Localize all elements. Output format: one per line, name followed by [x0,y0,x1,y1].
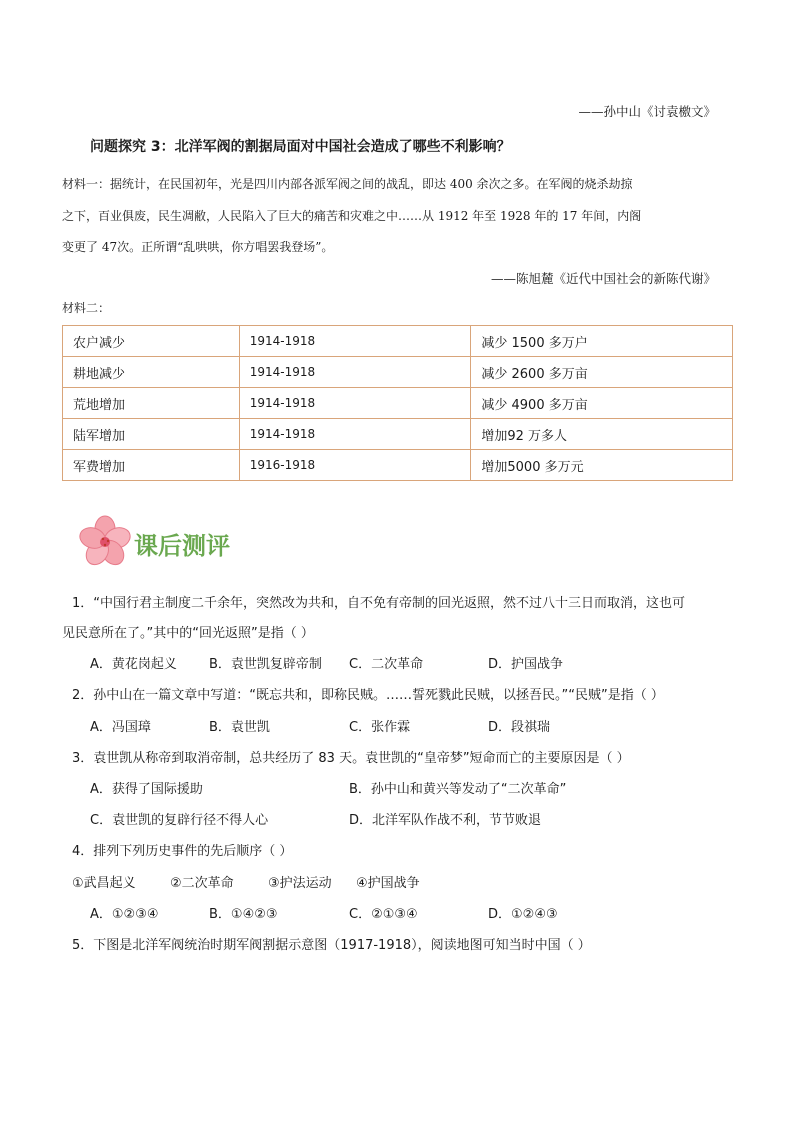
q4-option-a[interactable]: A．①②③④ [90,907,159,922]
table-row [63,450,733,481]
table-cell: 1914-1918 [239,419,471,450]
table-cell: 1916-1918 [239,450,471,481]
attribution-top: ——孙中山《讨袁檄文》 [578,104,716,119]
q4-event-4: ④护国战争 [356,876,420,891]
table-cell: 1914-1918 [239,357,471,388]
table-cell: 荒地增加 [63,388,240,419]
stats-table [62,325,733,481]
q4-event-1: ①武昌起义 [72,876,136,891]
q4-line1: 4．排列下列历史事件的先后顺序（ ） [72,844,293,859]
table-cell: 军费增加 [63,450,240,481]
table-cell: 减少 1500 多万户 [471,326,733,357]
q2-option-d[interactable]: D．段祺瑞 [488,720,551,735]
q2-option-b[interactable]: B．袁世凯 [209,720,270,735]
table-row [63,357,733,388]
question3-title: 问题探究 3：北洋军阀的割据局面对中国社会造成了哪些不利影响？ [90,139,511,155]
q1-option-d[interactable]: D．护国战争 [488,657,564,672]
table-cell: 1914-1918 [239,326,471,357]
table-cell: 耕地减少 [63,357,240,388]
material1-line1: 材料一：据统计，在民国初年，光是四川内部各派军阀之间的战乱，即达 400 余次之多。在军阀的烧杀劫掠 [62,177,633,191]
table-row [63,388,733,419]
table-row [63,419,733,450]
q1-option-a[interactable]: A．黄花岗起义 [90,657,177,672]
q3-option-b[interactable]: B．孙中山和黄兴等发动了“二次革命” [349,782,567,797]
table-cell: 减少 2600 多万亩 [471,357,733,388]
material2-label: 材料二： [62,301,111,315]
material1-source: ——陈旭麓《近代中国社会的新陈代谢》 [490,271,716,286]
table-row [63,326,733,357]
table-cell: 1914-1918 [239,388,471,419]
q4-event-3: ③护法运动 [268,876,332,891]
table-cell: 陆军增加 [63,419,240,450]
q4-event-2: ②二次革命 [170,876,234,891]
table-cell: 增加5000 多万元 [471,450,733,481]
material1-line2: 之下，百业俱废，民生凋敝，人民陷入了巨大的痛苦和灾难之中……从 1912 年至 1928 年的 17 年间，内阁 [62,209,642,223]
material1-line3: 变更了 47次。正所谓“乱哄哄，你方唱罢我登场”。 [62,240,334,254]
q1-option-b[interactable]: B．袁世凯复辟帝制 [209,657,322,672]
table-cell: 减少 4900 多万亩 [471,388,733,419]
section-title: 课后测评 [134,532,230,560]
q2-option-c[interactable]: C．张作霖 [349,720,411,735]
q2-line1: 2．孙中山在一篇文章中写道：“既忘共和，即称民贼。……誓死戮此民贼，以拯吾民。”“民贼”是指（ ） [72,688,664,703]
q4-option-d[interactable]: D．①②④③ [488,907,558,922]
q3-option-a[interactable]: A．获得了国际援助 [90,782,203,797]
table-cell: 农户减少 [63,326,240,357]
q3-option-d[interactable]: D．北洋军队作战不利，节节败退 [349,813,542,828]
q5-line1: 5．下图是北洋军阀统治时期军阀割据示意图（1917-1918），阅读地图可知当时中国（ ） [72,938,591,953]
q4-option-b[interactable]: B．①④②③ [209,907,278,922]
table-cell: 增加92 万多人 [471,419,733,450]
q1-line2: 见民意所在了。”其中的“回光返照”是指（ ） [62,626,314,641]
q1-line1: 1．“中国行君主制度二千余年，突然改为共和，自不免有帝制的回光返照，然不过八十三日而取消，这也可 [72,596,686,611]
q4-option-c[interactable]: C．②①③④ [349,907,418,922]
q3-line1: 3．袁世凯从称帝到取消帝制，总共经历了 83 天。袁世凯的“皇帝梦”短命而亡的主要原因是（ ） [72,751,630,766]
q1-option-c[interactable]: C．二次革命 [349,657,424,672]
q3-option-c[interactable]: C．袁世凯的复辟行径不得人心 [90,813,269,828]
q2-option-a[interactable]: A．冯国璋 [90,720,151,735]
flower-icon [76,514,134,568]
